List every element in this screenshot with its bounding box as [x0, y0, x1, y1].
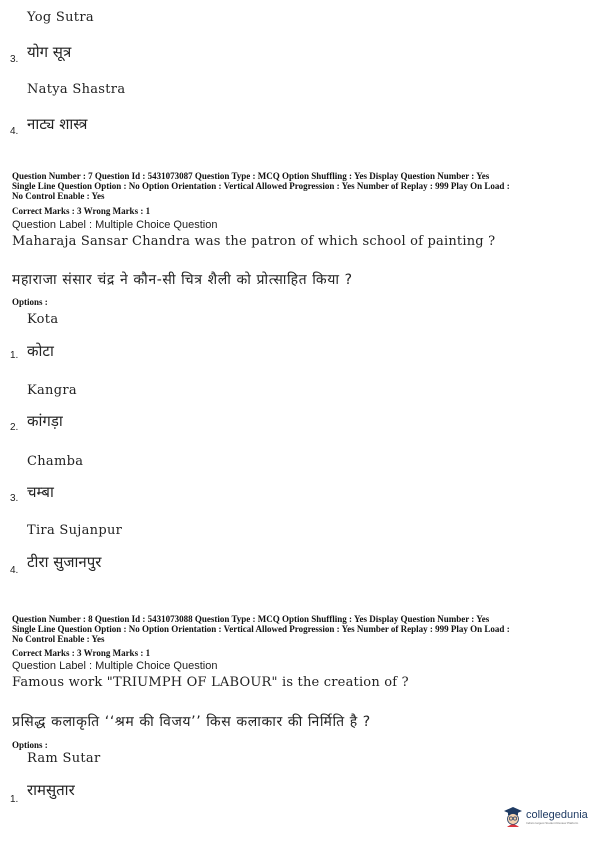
option-hi: कांगड़ा [27, 412, 63, 430]
option-number: 3. [10, 493, 19, 504]
option-hi: योग सूत्र [27, 43, 72, 61]
question-label: Question Label : Multiple Choice Question [12, 219, 218, 231]
brand-tagline: India's largest Student Review Platform [526, 820, 579, 825]
option-hi: रामसुतार [27, 781, 75, 799]
question-marks: Correct Marks : 3 Wrong Marks : 1 [12, 206, 151, 216]
option-number: 4. [10, 565, 19, 576]
option-en: Kangra [27, 383, 77, 398]
option-en: Tira Sujanpur [27, 523, 123, 538]
question-text-hi: महाराजा संसार चंद्र ने कौन-सी चित्र शैली को प्रोत्साहित किया ? [12, 272, 353, 288]
question-meta: No Control Enable : Yes [12, 191, 105, 201]
question-meta: Single Line Question Option : No Option Orientation : Vertical Allowed Progression : Yes Number of Replay : 999 Play On Load : [12, 624, 510, 634]
options-heading: Options : [12, 297, 48, 307]
collegedunia-watermark [503, 806, 588, 828]
question-meta: Question Number : 7 Question Id : 5431073087 Question Type : MCQ Option Shuffling : Yes Display Question Number : Yes [12, 171, 490, 181]
option-en: Natya Shastra [27, 82, 126, 97]
brand-name: collegedunia [526, 808, 588, 821]
options-heading: Options : [12, 740, 48, 750]
question-meta: Single Line Question Option : No Option Orientation : Vertical Allowed Progression : Yes Number of Replay : 999 Play On Load : [12, 181, 510, 191]
option-hi: टीरा सुजानपुर [27, 553, 102, 571]
option-hi: कोटा [27, 342, 54, 360]
option-hi: चम्बा [27, 483, 54, 501]
question-text-en: Maharaja Sansar Chandra was the patron of which school of painting ? [12, 234, 496, 249]
option-en: Kota [27, 312, 59, 327]
option-hi: नाट्य शास्त्र [27, 115, 88, 133]
option-en: Ram Sutar [27, 751, 101, 766]
question-meta: No Control Enable : Yes [12, 634, 105, 644]
question-marks: Correct Marks : 3 Wrong Marks : 1 [12, 648, 151, 658]
option-en: Chamba [27, 454, 84, 469]
option-en: Yog Sutra [27, 10, 94, 25]
question-text-en: Famous work "TRIUMPH OF LABOUR" is the creation of ? [12, 675, 409, 690]
option-number: 1. [10, 350, 19, 361]
question-label: Question Label : Multiple Choice Question [12, 660, 218, 672]
question-text-hi: प्रसिद्ध कलाकृति ‘‘श्रम की विजय’’ किस कलाकार की निर्मिति है ? [12, 714, 371, 730]
question-meta: Question Number : 8 Question Id : 5431073088 Question Type : MCQ Option Shuffling : Yes Display Question Number : Yes [12, 614, 490, 624]
option-number: 1. [10, 794, 19, 805]
option-number: 2. [10, 422, 19, 433]
option-number: 4. [10, 126, 19, 137]
graduate-mascot-icon [503, 806, 523, 828]
option-number: 3. [10, 54, 19, 65]
